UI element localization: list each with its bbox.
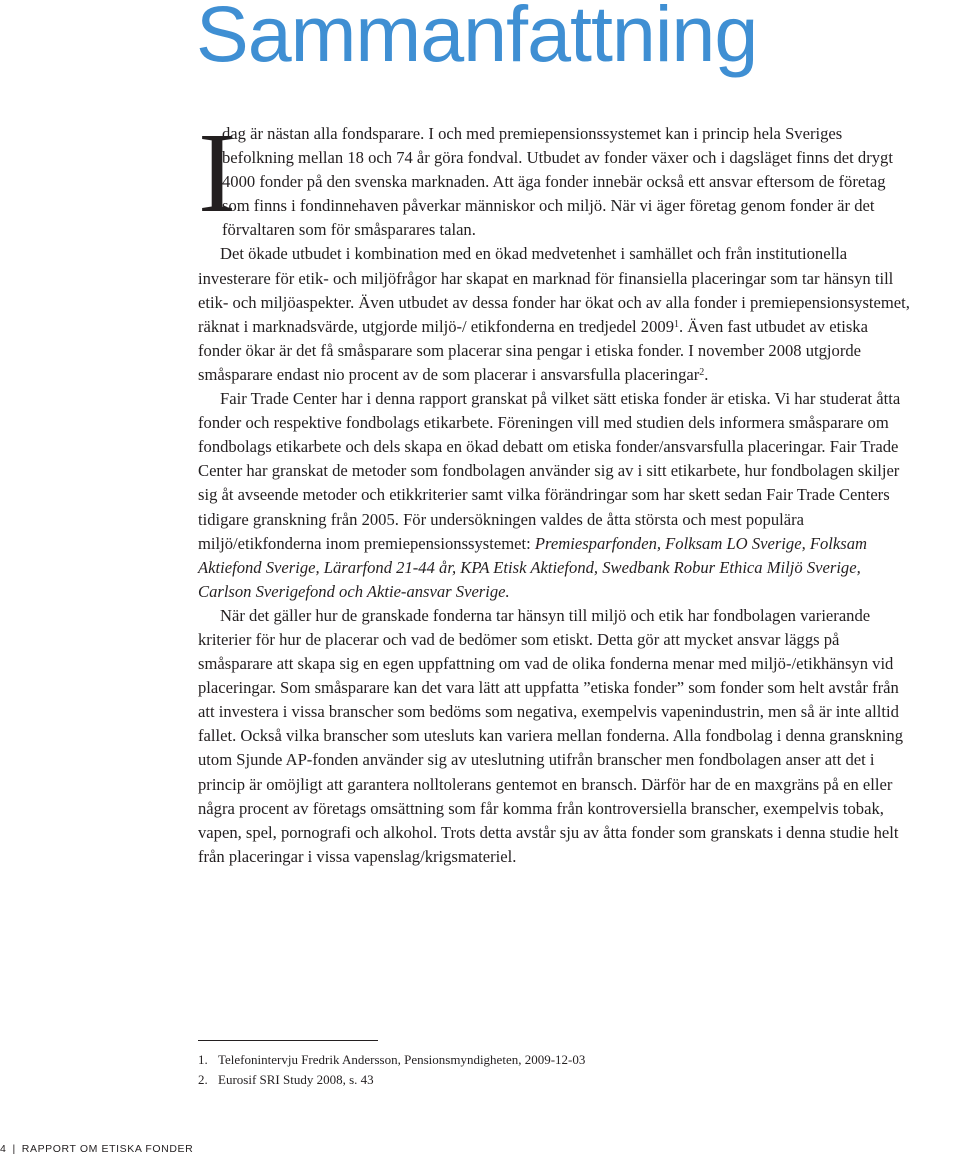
paragraph-supply bbox=[198, 242, 914, 387]
footnote-divider bbox=[198, 1040, 378, 1041]
footnote-number: 1. bbox=[198, 1052, 208, 1067]
footnote-2 bbox=[198, 1070, 585, 1090]
footnote-ref-1: 1 bbox=[674, 318, 679, 330]
footnote-text: Telefonintervju Fredrik Andersson, Pensionsmyndigheten, 2009-12-03 bbox=[218, 1052, 586, 1067]
footnote-1 bbox=[198, 1050, 585, 1070]
report-title: RAPPORT OM ETISKA FONDER bbox=[21, 1143, 194, 1155]
paragraph-supply-text-1: Det ökade utbudet i kombination med en ökad medvetenhet i samhället och från institutionella investerare för etik- och miljöfrågor har skapat en marknad för finansiella placeringar som tar hänsyn till etik- och miljöaspekter. Även utbudet av dessa fonder har ökat och av alla fonder i premiepensionsystemet, räknat i marknadsvärde, utgjorde miljö-/ etikfonderna en tredjedel 2009 bbox=[198, 244, 910, 336]
footnote-number: 2. bbox=[198, 1072, 208, 1087]
intro-paragraph bbox=[198, 109, 914, 242]
footer-separator: | bbox=[12, 1143, 16, 1155]
page-footer bbox=[0, 1143, 193, 1155]
drop-cap: I bbox=[198, 109, 236, 236]
page-title: Sammanfattning bbox=[196, 0, 758, 78]
footnote-text: Eurosif SRI Study 2008, s. 43 bbox=[218, 1072, 374, 1087]
body-text bbox=[198, 109, 914, 869]
paragraph-supply-text-2: . Även fast utbudet av etiska fonder ökar är det få småsparare som placerar sina pengar i etiska fonder. I november 2008 utgjorde småsparare endast nio procent av de som placerar i ansvarsfulla placeringar bbox=[198, 316, 868, 384]
page-number: 4 bbox=[0, 1143, 7, 1155]
footnotes bbox=[198, 1050, 585, 1090]
paragraph-criteria: När det gäller hur de granskade fonderna tar hänsyn till miljö och etik har fondbolagen varierande kriterier för hur de placerar och vad de bedömer som etiskt. Detta gör att mycket ansvar läggs på småsparare att skapa sig en egen uppfattning om vad de olika fonderna menar med miljö-/etikhänsyn vid placeringar. Som småsparare kan det vara lätt att uppfatta ”etiska fonder” som fonder som helt avstår från att investera i vissa branscher som bedöms som negativa, exempelvis vapenindustrin, men så är inte alltid fallet. Också vilka branscher som utesluts kan variera mellan fonderna. Alla fondbolag i denna granskning utom Sjunde AP-fonden använder sig av uteslutning utifrån branscher men fondbolagen anser att det i princip är omöjligt att garantera nolltolerans gentemot en bransch. Därför har de en maxgräns på en eller några procent av företags omsättning som får komma från kontroversiella branscher, exempelvis tobak, vapen, spel, pornografi och alkohol. Trots detta avstår sju av åtta fonder som granskats i denna studie helt från placeringar i vissa vapenslag/krigsmateriel. bbox=[198, 605, 904, 866]
paragraph-study-text: Fair Trade Center har i denna rapport granskat på vilket sätt etiska fonder är etiska. Vi har studerat åtta fonder och respektive fondbolags etikarbete. Föreningen vill med studien dels informera småsparare om fondbolags etikarbete och dels skapa en ökad debatt om etiska fonder/ansvarsfulla placeringar. Fair Trade Center har granskat de metoder som fondbolagen använder sig av i sitt etikarbete, hur fondbolagen skiljer sig åt avseende metoder och etikkriterier samt vilka förändringar som har skett sedan Fair Trade Centers tidigare granskning från 2005. För undersökningen valdes de åtta största och mest populära miljö/etikfonderna inom premiepensionssystemet: bbox=[198, 389, 901, 553]
fund-list: Premiesparfonden, Folksam LO Sverige, Folksam Aktiefond Sverige, Lärarfond 21-44 år, KPA Etisk Aktiefond, Swedbank Robur Ethica Miljö Sverige, Carlson Sverigefond och Aktie-ansvar Sverige. bbox=[198, 533, 868, 601]
paragraph-supply-text-3: . bbox=[704, 364, 709, 384]
paragraph-study bbox=[198, 387, 914, 604]
intro-text: dag är nästan alla fondsparare. I och med premiepensionssystemet kan i princip hela Sveriges befolkning mellan 18 och 74 år göra fondval. Utbudet av fonder växer och i dagsläget finns det drygt 4000 fonder på den svenska marknaden. Att äga fonder innebär också ett ansvar eftersom de företag som finns i fondinnehaven påverkar människor och miljö. När vi äger företag genom fonder är det förvaltaren som för småsparares talan. bbox=[222, 124, 893, 240]
footnote-ref-2: 2 bbox=[699, 366, 705, 378]
